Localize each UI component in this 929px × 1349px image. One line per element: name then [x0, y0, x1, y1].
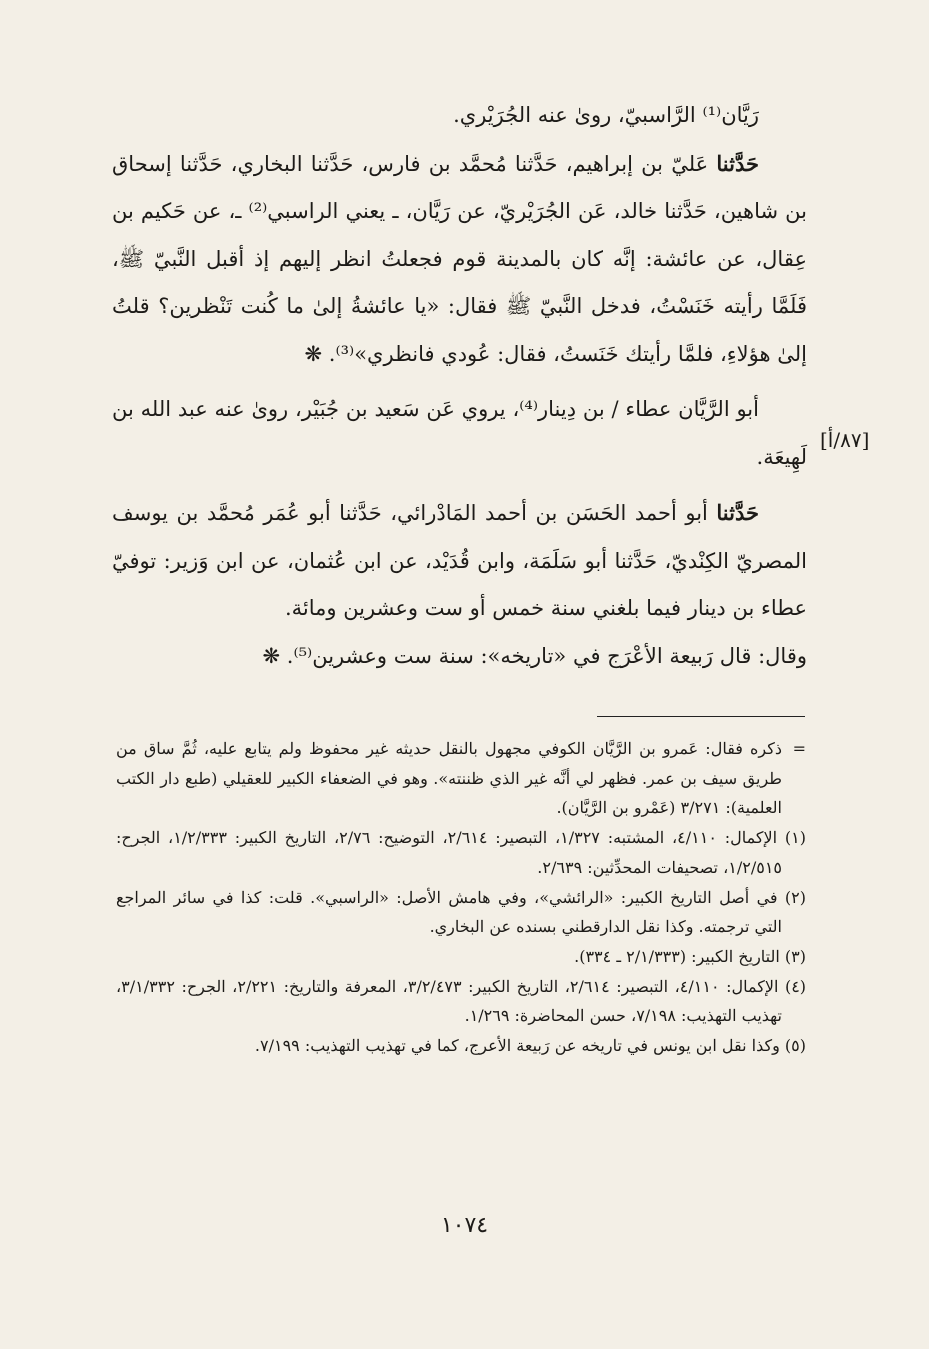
footnote-5: (٥) وكذا نقل ابن يونس في تاريخه عن رَبيعة الأعرج، كما في تهذيب التهذيب: ٧/١٩٩. — [254, 1036, 806, 1056]
hadith-paragraph — [112, 140, 807, 379]
footnotes — [116, 734, 806, 1061]
footnote-3: (٣) التاريخ الكبير: (٢/١/٣٣٣ ـ ٣٣٤). — [574, 946, 806, 966]
manuscript-folio-ref: [٨٧/أ] — [820, 428, 870, 452]
footnote-separator — [597, 716, 805, 717]
page-number: ١٠٧٤ — [440, 1213, 489, 1238]
report-paragraph — [112, 489, 807, 633]
isnad-lead: حَدَّثنا — [716, 150, 759, 176]
report-closing: وقال: قال رَبيعة الأعْرَج في «تاريخه»: سنة ست وعشرين⁽⁵⁾. ❋ — [262, 643, 807, 668]
footnote-2: (٢) في أصل التاريخ الكبير: «الرائشي»، وفي هامش الأصل: «الراسبي». قلت: كذا في سائر المراجع التي ترجمته. وكذا نقل الدارقطني بسنده عن البخاري. — [116, 887, 806, 937]
isnad-lead-2: حَدَّثنا — [716, 500, 759, 525]
hadith-text: عَليّ بن إبراهيم، حَدَّثنا مُحمَّد بن فارس، حَدَّثنا البخاري، حَدَّثنا إسحاق بن شاهين، حَدَّثنا خالد، عَن الجُرَيْريّ، عن رَيَّان، ـ يعني الراسبي⁽²⁾ ـ، عن حَكيم بن عِقال، عن عائشة: إنَّه كان بالمدينة قوم فجعلتُ انظر إليهم إذ أقبل النَّبيّ ﷺ، فَلَمَّا رأيته خَنَسْتُ، فدخل النَّبيّ ﷺ فقال: «يا عائشةُ إلىٰ ما كُنت تَنْظرين؟ قلتُ إلىٰ هؤلاءِ، فلمَّا رأيتك خَنَستُ، فقال: عُودي فانظري»⁽³⁾. ❋ — [112, 151, 807, 366]
report-text: أبو أحمد الحَسَن بن أحمد المَادْرائي، حَدَّثنا أبو عُمَر مُحمَّد بن يوسف المصريّ الكِنْديّ، حَدَّثنا أبو سَلَمَة، وابن قُدَيْد، عن ابن عُثمان، عن ابن وَزير: توفيّ عطاء بن دينار فيما بلغني سنة خمس أو ست وعشرين ومائة. — [112, 501, 807, 620]
footnote-continuation — [116, 734, 806, 823]
footnote-1: (١) الإكمال: ٤/١١٠، المشتبه: ١/٣٢٧، التبصير: ٢/٦١٤، التوضيح: ٢/٧٦، التاريخ الكبير: ١/٢/٣٣٣، الجرح: ١/٢/٥١٥، تصحيفات المحدِّثين: ٢/٦٣٩. — [116, 828, 806, 877]
continuation-text: ذكره فقال: عَمرو بن الرَّيَّان الكوفي مجهول بالنقل حديثه غير محفوظ ولم يتابع عليه، ثُمَّ ساق من طريق سيف بن عمر. فظهر لي أنَّه غير الذي ظننته». وهو في الضعفاء الكبير للعقيلي (طبع دار الكتب العلمية): ٣/٢٧١ (عَمْرو بن الرَّيَّان). — [116, 739, 782, 818]
entry-rayyan-end: رَيَّان⁽¹⁾ الرَّاسبيّ، روىٰ عنه الجُرَيْري. — [453, 103, 759, 127]
footnote-4: (٤) الإكمال: ٤/١١٠، التبصير: ٢/٦١٤، التاريخ الكبير: ٣/٢/٤٧٣، المعرفة والتاريخ: ٢/٢٢١، الجرح: ٣/١/٣٣٢، تهذيب التهذيب: ٧/١٩٨، حسن المحاضرة: ١/٢٦٩. — [116, 976, 807, 1026]
entry-abu-rayyan: أبو الرَّيَّان عطاء / بن دِينار⁽⁴⁾، يروي عَن سَعيد بن جُبَيْر، روىٰ عنه عبد الله بن لَهِيعَة. — [112, 397, 807, 469]
continuation-mark: = — [792, 739, 806, 758]
main-text — [112, 92, 807, 680]
